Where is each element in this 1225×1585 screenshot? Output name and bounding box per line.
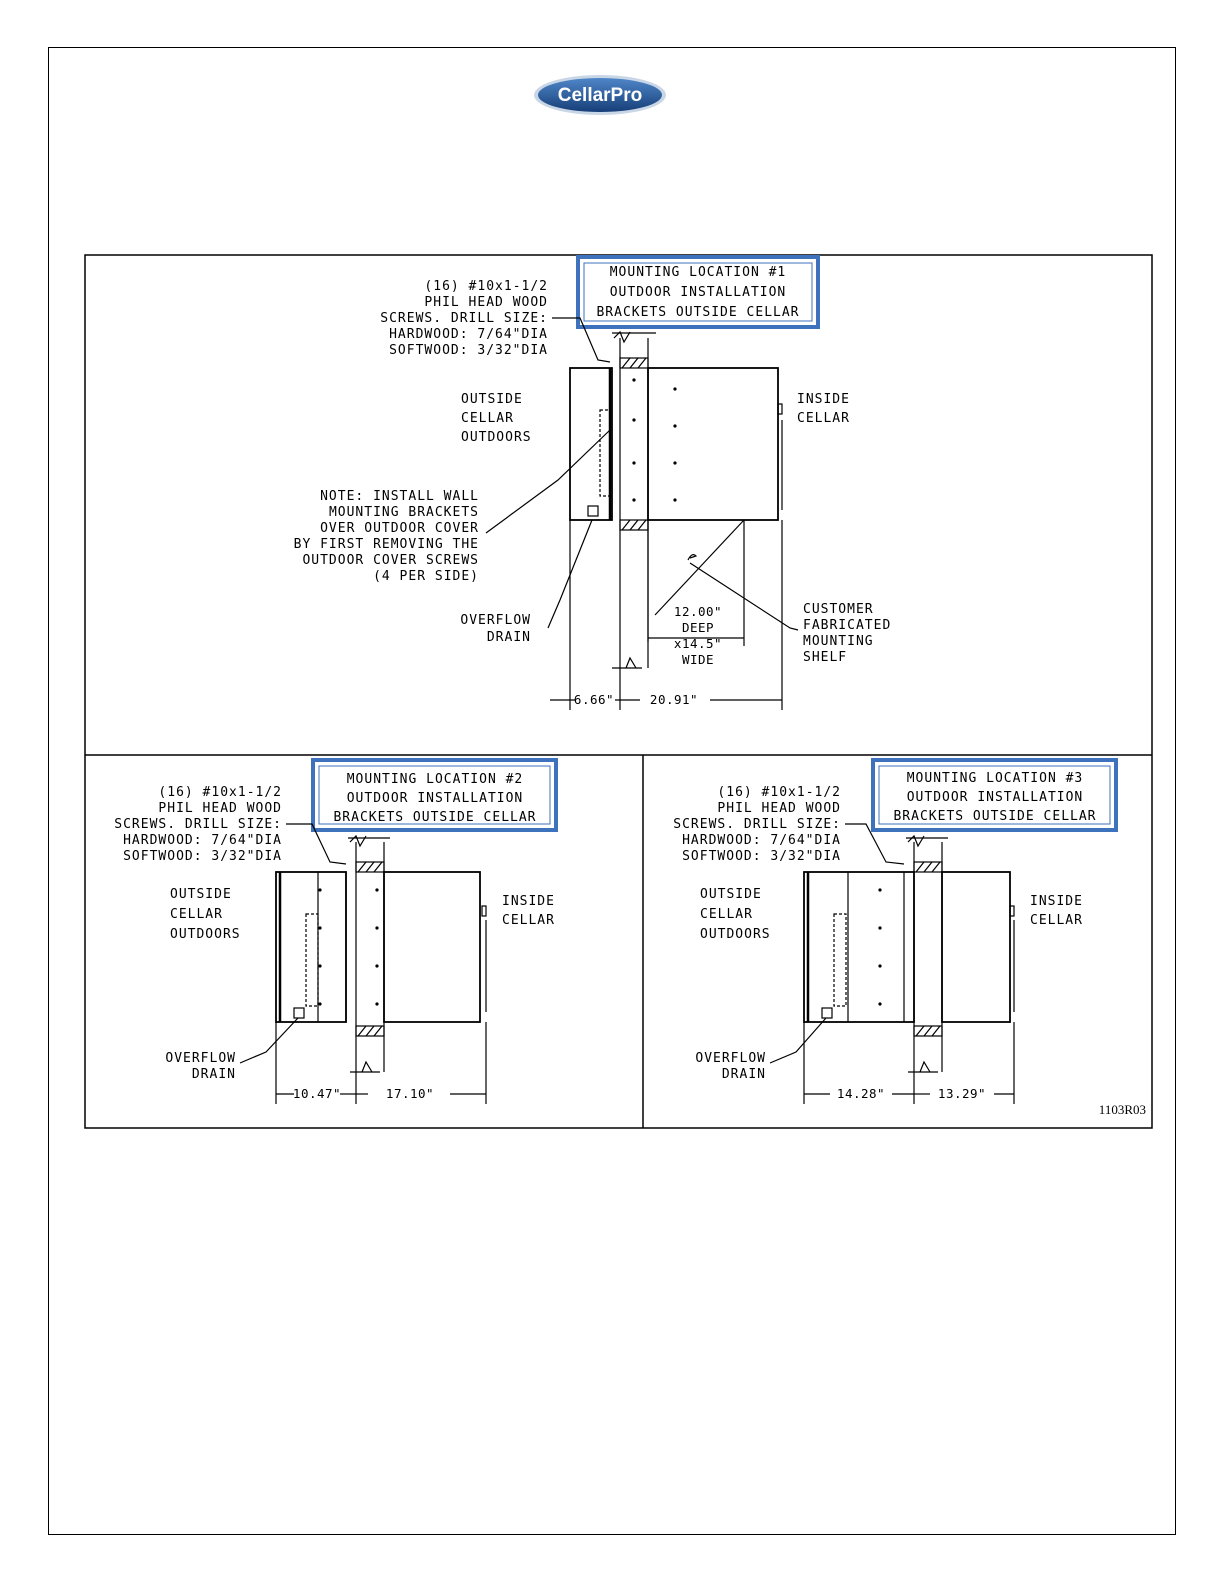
panel2-screw-note-1: (16) #10x1-1/2 (158, 785, 282, 800)
drawing-number: 1103R03 (1098, 1102, 1146, 1117)
panel1-drain-2: DRAIN (486, 630, 531, 645)
panel2-screw-note-2: PHIL HEAD WOOD (158, 801, 282, 816)
panel3-screw-note-5: SOFTWOOD: 3/32"DIA (682, 849, 841, 864)
panel2-dim-left: 10.47" (292, 1086, 342, 1101)
panel-2 (114, 760, 556, 1104)
panel1-shelf-label-2: FABRICATED (803, 618, 892, 633)
panel2-inside-label-2: CELLAR (502, 913, 555, 928)
panel3-screw-note-2: PHIL HEAD WOOD (717, 801, 841, 816)
panel3-outside-label-3: OUTDOORS (700, 927, 771, 942)
drawing-frame (85, 255, 1152, 1128)
panel2-drain-1: OVERFLOW (165, 1051, 236, 1066)
panel1-outside-label-3: OUTDOORS (461, 430, 532, 445)
panel1-shelf-label-4: SHELF (803, 650, 848, 665)
panel1-screw-note-1: (16) #10x1-1/2 (424, 279, 548, 294)
panel1-shelf-dim-3: x14.5" (673, 636, 723, 651)
panel2-dim-right: 17.10" (385, 1086, 435, 1101)
panel1-shelf-label-1: CUSTOMER (803, 602, 874, 617)
panel1-title-line1: MOUNTING LOCATION #1 (609, 265, 787, 280)
panel1-inside-label-1: INSIDE (797, 392, 850, 407)
panel3-screw-note-4: HARDWOOD: 7/64"DIA (682, 833, 841, 848)
logo-text: CellarPro (557, 85, 643, 106)
panel2-inside-label-1: INSIDE (502, 894, 555, 909)
panel1-note-4: BY FIRST REMOVING THE (293, 537, 479, 552)
panel1-screw-note-4: HARDWOOD: 7/64"DIA (389, 327, 548, 342)
panel1-screw-note-5: SOFTWOOD: 3/32"DIA (389, 343, 548, 358)
panel3-title-line2: OUTDOOR INSTALLATION (906, 790, 1084, 805)
panel3-title-line3: BRACKETS OUTSIDE CELLAR (893, 809, 1097, 824)
panel2-title-line1: MOUNTING LOCATION #2 (346, 772, 524, 787)
panel2-outside-label-2: CELLAR (170, 907, 223, 922)
panel3-inside-label-1: INSIDE (1030, 894, 1083, 909)
panel-1 (294, 257, 892, 710)
panel-3 (673, 760, 1146, 1117)
panel1-screw-note-2: PHIL HEAD WOOD (424, 295, 548, 310)
panel3-outside-label-1: OUTSIDE (700, 887, 762, 902)
panel1-drain-1: OVERFLOW (460, 613, 531, 628)
panel3-dim-right: 13.29" (937, 1086, 987, 1101)
panel2-title-line3: BRACKETS OUTSIDE CELLAR (333, 810, 537, 825)
panel2-screw-note-5: SOFTWOOD: 3/32"DIA (123, 849, 282, 864)
panel2-outside-label-3: OUTDOORS (170, 927, 241, 942)
panel2-drain-2: DRAIN (191, 1067, 236, 1082)
panel3-screw-note-3: SCREWS. DRILL SIZE: (673, 817, 841, 832)
panel1-shelf-dim-1: 12.00" (673, 604, 723, 619)
panel1-note-2: MOUNTING BRACKETS (328, 505, 479, 520)
panel3-drain-1: OVERFLOW (695, 1051, 766, 1066)
panel3-title-line1: MOUNTING LOCATION #3 (906, 771, 1084, 786)
panel1-shelf-dim-2: DEEP (681, 620, 715, 635)
panel2-title-line2: OUTDOOR INSTALLATION (346, 791, 524, 806)
panel2-screw-note-4: HARDWOOD: 7/64"DIA (123, 833, 282, 848)
panel1-note-5: OUTDOOR COVER SCREWS (302, 553, 479, 568)
panel1-note-1: NOTE: INSTALL WALL (320, 489, 479, 504)
panel3-drain-2: DRAIN (721, 1067, 766, 1082)
panel2-screw-note-3: SCREWS. DRILL SIZE: (114, 817, 282, 832)
panel1-outside-label-2: CELLAR (461, 411, 514, 426)
panel1-shelf-label-3: MOUNTING (803, 634, 874, 649)
panel1-title-line3: BRACKETS OUTSIDE CELLAR (596, 305, 800, 320)
panel3-dim-left: 14.28" (836, 1086, 886, 1101)
panel1-note-3: OVER OUTDOOR COVER (320, 521, 479, 536)
panel1-dim-left: 6.66" (573, 692, 615, 707)
panel1-shelf-dim-4: WIDE (681, 652, 715, 667)
panel1-note-6: (4 PER SIDE) (373, 569, 479, 584)
panel3-screw-note-1: (16) #10x1-1/2 (717, 785, 841, 800)
panel1-screw-note-3: SCREWS. DRILL SIZE: (380, 311, 548, 326)
panel3-outside-label-2: CELLAR (700, 907, 753, 922)
panel3-inside-label-2: CELLAR (1030, 913, 1083, 928)
panel2-outside-label-1: OUTSIDE (170, 887, 232, 902)
panel1-outside-label-1: OUTSIDE (461, 392, 523, 407)
panel1-inside-label-2: CELLAR (797, 411, 850, 426)
panel1-dim-right: 20.91" (649, 692, 699, 707)
panel1-title-line2: OUTDOOR INSTALLATION (609, 285, 787, 300)
